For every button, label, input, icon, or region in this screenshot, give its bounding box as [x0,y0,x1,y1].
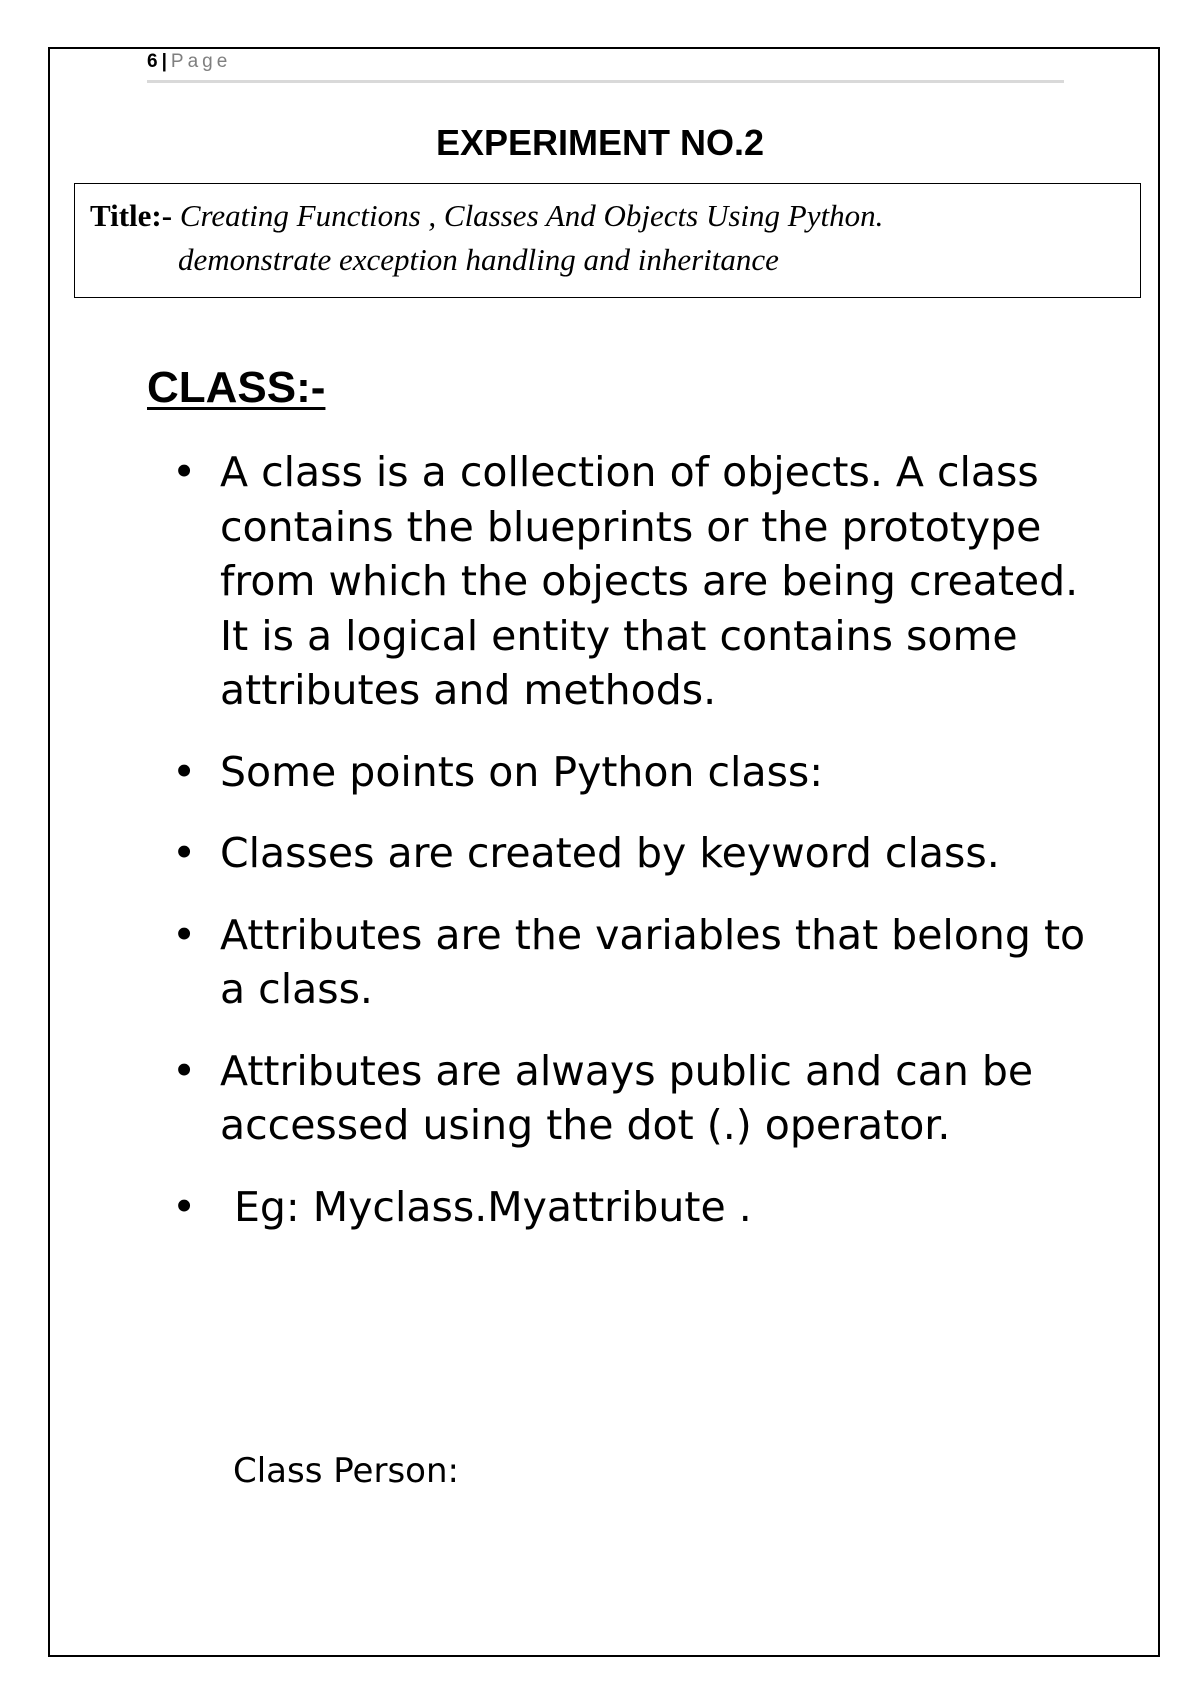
experiment-title: EXPERIMENT NO.2 [435,122,765,163]
bullet-text: Eg: Myclass.Myattribute . [234,1182,752,1231]
section-heading: CLASS:- [147,363,326,412]
title-box [74,183,1141,298]
title-label: Title:- [90,198,173,233]
title-text-line-2: demonstrate exception handling and inheritance [178,242,779,277]
title-text-line-1: Creating Functions , Classes And Objects Using Python. [179,198,884,233]
bullet-icon: • [172,829,197,877]
list-item [172,445,1092,718]
bullet-list [172,445,1092,1261]
bullet-icon: • [172,1182,197,1231]
bullet-icon: • [172,747,197,796]
bullet-text: A class is a collection of objects. A class contains the blueprints or the prototype from which the objects are being created. It is a logical entity that contains some attributes and methods. [220,448,1079,714]
bullet-text: Attributes are always public and can be accessed using the dot (.) operator. [220,1046,1034,1149]
list-item [172,1180,1092,1235]
list-item [172,908,1092,1017]
bullet-text: Attributes are the variables that belong to a class. [220,910,1086,1013]
bullet-text: Classes are created by keyword class. [220,829,1000,877]
class-person-line: Class Person: [233,1451,459,1491]
bullet-icon: • [172,910,197,959]
list-item [172,826,1092,881]
page-number: 6 [147,51,158,72]
list-item [172,745,1092,800]
list-item [172,1044,1092,1153]
page-header [147,48,1064,83]
title-line-1 [90,194,883,238]
bullet-text: Some points on Python class: [220,747,824,796]
bullet-icon: • [172,1046,197,1095]
bullet-icon: • [172,448,197,496]
page-separator: | [161,51,167,72]
page-word: Page [170,51,232,72]
